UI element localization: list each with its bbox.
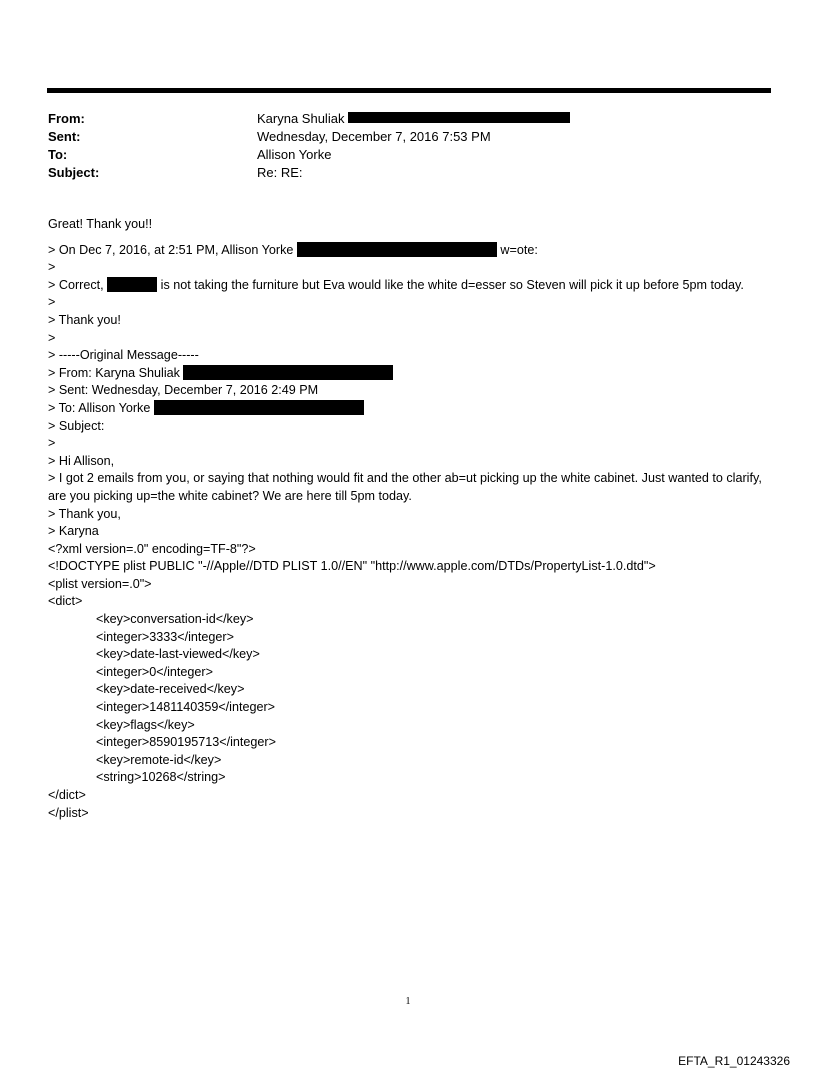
plist-line: <string>10268</string> (96, 770, 226, 785)
original-subject: > Subject: (48, 418, 105, 433)
page-number: 1 (405, 996, 411, 1007)
quote-hi: > Hi Allison, (48, 453, 115, 468)
document-id: EFTA_R1_01243326 (678, 1054, 790, 1068)
plist-line: <plist version=.0"> (48, 576, 152, 591)
subject-label: Subject: (48, 165, 100, 180)
plist-line: <dict> (48, 594, 83, 609)
quote-signature: > Karyna (48, 524, 99, 539)
quote-line: > (48, 330, 56, 345)
plist-line: <!DOCTYPE plist PUBLIC "-//Apple//DTD PLIST 1.0//EN" "http://www.apple.com/DTDs/PropertyList-1.0.dtd"> (48, 559, 656, 574)
plist-line: <key>remote-id</key> (96, 752, 222, 767)
plist-line: <integer>8590195713</integer> (96, 735, 276, 750)
header-rule (47, 88, 771, 93)
redaction-bar (297, 242, 497, 257)
plist-line: </plist> (48, 805, 89, 820)
plist-line: <key>date-received</key> (96, 682, 245, 697)
quote-thanks-2: > Thank you, (48, 506, 121, 521)
plist-line: </dict> (48, 788, 86, 802)
redaction-bar (107, 277, 157, 292)
redaction-bar (154, 400, 364, 415)
original-message-marker: > -----Original Message----- (48, 348, 199, 363)
subject-value: Re: RE: (257, 165, 303, 180)
email-body (48, 216, 770, 822)
to-row (48, 146, 768, 164)
redaction-bar (348, 112, 570, 123)
plist-line: <?xml version=.0" encoding=TF-8"?> (48, 541, 256, 556)
quote-line: > (48, 295, 56, 310)
quote-got: > I got 2 emails from you, or saying that nothing would fit and the other ab=ut picking up the white cabinet. Just wanted to clarify, are you picking up=the white cabinet? We are here till 5pm today. (48, 471, 762, 503)
quote-line: > (48, 260, 56, 275)
to-label: To: (48, 147, 68, 162)
quote-thanks: > Thank you! (48, 312, 121, 327)
quote-intro: > On Dec 7, 2016, at 2:51 PM, Allison Yorke w=ote: (48, 242, 538, 257)
sent-row (48, 128, 768, 146)
email-header (48, 110, 768, 182)
plist-line: <key>date-last-viewed</key> (96, 647, 260, 662)
plist-line: <integer>1481140359</integer> (96, 700, 276, 715)
plist-line: <key>flags</key> (96, 717, 195, 732)
from-label: From: (48, 111, 85, 126)
sent-label: Sent: (48, 129, 81, 144)
plist-line: <integer>0</integer> (96, 664, 213, 679)
original-from: > From: Karyna Shuliak (48, 365, 770, 383)
from-value (257, 110, 570, 128)
from-row (48, 110, 768, 128)
subject-row (48, 164, 768, 182)
to-value: Allison Yorke (257, 147, 332, 162)
redaction-bar (183, 365, 393, 380)
from-name: Karyna Shuliak (257, 111, 345, 126)
greeting: Great! Thank you!! (48, 217, 153, 231)
original-to: > To: Allison Yorke (48, 400, 770, 418)
plist-line: <key>conversation-id</key> (96, 612, 254, 627)
original-sent: > Sent: Wednesday, December 7, 2016 2:49 PM (48, 383, 319, 398)
quote-correct: > Correct, is not taking the furniture but Eva would like the white d=esser so Steven will pick it up before 5pm today. (48, 277, 744, 292)
sent-value: Wednesday, December 7, 2016 7:53 PM (257, 129, 491, 144)
plist-line: <integer>3333</integer> (96, 629, 234, 644)
quote-line: > (48, 436, 56, 451)
